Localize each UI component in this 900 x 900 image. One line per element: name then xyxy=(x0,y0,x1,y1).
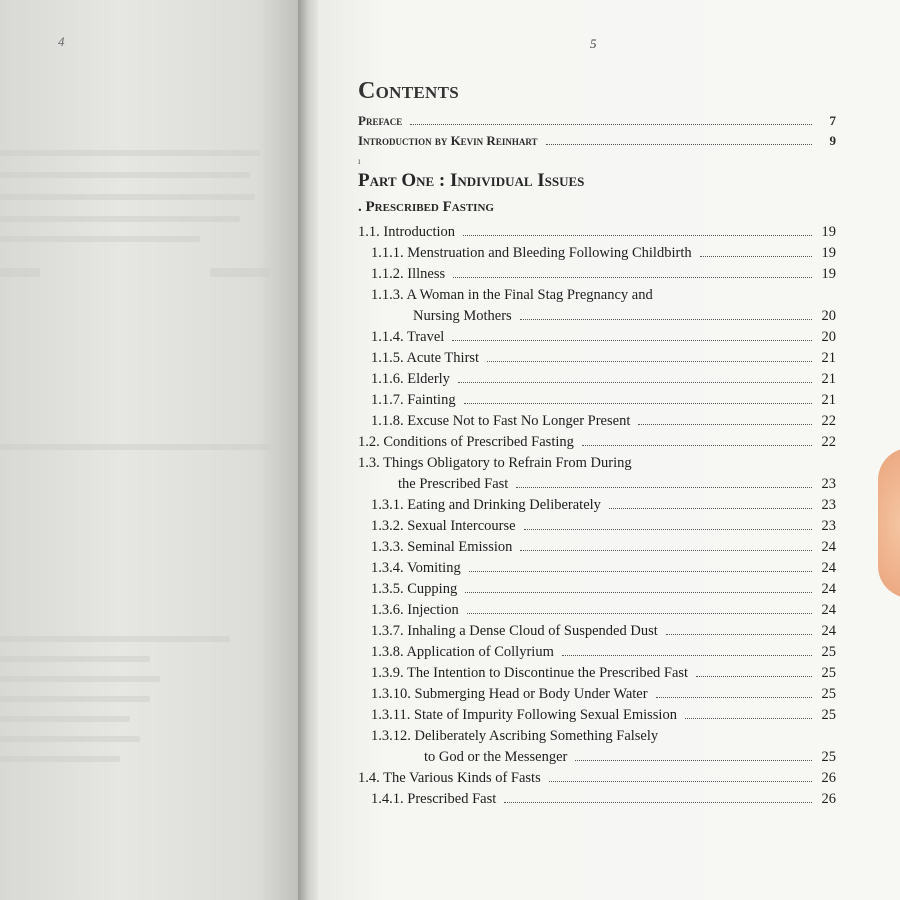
toc-page-number: 24 xyxy=(821,602,836,618)
toc-page-number: 23 xyxy=(821,476,836,492)
toc-entry xyxy=(371,663,836,683)
part-heading: Part One : Individual Issues xyxy=(358,170,585,191)
toc-entry-label: 1.3.3. Seminal Emission xyxy=(371,539,513,555)
toc-page-number: 24 xyxy=(821,581,836,597)
bleed-through-line xyxy=(0,756,120,762)
toc-entry-label: 1.1.2. Illness xyxy=(371,266,446,282)
toc-entry xyxy=(371,243,836,263)
dot-leader xyxy=(463,235,812,236)
toc-page-number: 9 xyxy=(829,133,836,148)
toc-page-number: 20 xyxy=(821,329,836,345)
stray-mark: ı xyxy=(358,156,361,166)
bleed-through-line xyxy=(0,216,240,222)
toc-entry xyxy=(371,684,836,704)
toc-entry-label: 1.3.11. State of Impurity Following Sexual Emission xyxy=(371,707,677,723)
dot-leader xyxy=(685,718,812,719)
toc-entry-continuation: the Prescribed Fast xyxy=(398,476,509,492)
left-page xyxy=(0,0,302,900)
toc-entry xyxy=(371,537,836,557)
toc-entry xyxy=(371,264,836,284)
toc-entry xyxy=(371,369,836,389)
toc-entry-label: Preface xyxy=(358,113,403,128)
bleed-through-line xyxy=(0,268,40,277)
toc-page-number: 21 xyxy=(821,350,836,366)
bleed-through-line xyxy=(0,716,130,722)
dot-leader xyxy=(520,319,812,320)
dot-leader xyxy=(609,508,812,509)
bleed-through-line xyxy=(0,150,260,156)
toc-entry xyxy=(358,222,836,242)
toc-entry xyxy=(371,789,836,809)
bleed-through-line xyxy=(0,236,200,242)
toc-entry xyxy=(371,390,836,410)
toc-page-number: 7 xyxy=(829,113,836,128)
toc-page-number: 23 xyxy=(821,518,836,534)
dot-leader xyxy=(524,529,812,530)
toc-page-number: 25 xyxy=(821,686,836,702)
toc-entry-label: 1.1.5. Acute Thirst xyxy=(371,350,480,366)
dot-leader xyxy=(549,781,812,782)
toc-entry-label: 1.4.1. Prescribed Fast xyxy=(371,791,497,807)
toc-entry-label: Introduction by Kevin Reinhart xyxy=(358,133,538,148)
dot-leader xyxy=(520,550,812,551)
dot-leader xyxy=(575,760,812,761)
left-page-number: 4 xyxy=(58,34,65,49)
toc-page-number: 20 xyxy=(821,308,836,324)
toc-page-number: 25 xyxy=(821,749,836,765)
toc-entry-label: 1.2. Conditions of Prescribed Fasting xyxy=(358,434,574,450)
toc-entry-label: 1.1. Introduction xyxy=(358,224,456,240)
toc-entry-preface xyxy=(358,111,836,131)
dot-leader xyxy=(464,403,812,404)
dot-leader xyxy=(666,634,812,635)
toc-page-number: 22 xyxy=(821,413,836,429)
toc-entry-label: 1.3.12. Deliberately Ascribing Something Falsely xyxy=(371,728,659,744)
bleed-through-line xyxy=(0,676,160,682)
holding-thumb xyxy=(878,448,900,598)
dot-leader xyxy=(700,256,812,257)
toc-entry-introduction xyxy=(358,131,836,151)
toc-entry-label: 1.3.4. Vomiting xyxy=(371,560,461,576)
dot-leader xyxy=(696,676,812,677)
toc-entry-label: 1.3.6. Injection xyxy=(371,602,459,618)
toc-page-number: 24 xyxy=(821,623,836,639)
toc-entry-label: 1.1.4. Travel xyxy=(371,329,445,345)
toc-page-number: 26 xyxy=(821,791,836,807)
dot-leader xyxy=(504,802,812,803)
toc-page-number: 19 xyxy=(821,224,836,240)
bleed-through-line xyxy=(0,696,150,702)
toc-entry-label: 1.3.5. Cupping xyxy=(371,581,458,597)
dot-leader xyxy=(452,340,812,341)
toc-entry-label: 1.3.10. Submerging Head or Body Under Water xyxy=(371,686,648,702)
toc-page-number: 25 xyxy=(821,644,836,660)
toc-entry xyxy=(413,306,836,326)
toc-page-number: 23 xyxy=(821,497,836,513)
toc-page-number: 22 xyxy=(821,434,836,450)
section-heading: . Prescribed Fasting xyxy=(358,199,494,215)
toc-entry xyxy=(358,432,836,452)
toc-page-number: 19 xyxy=(821,266,836,282)
right-page-number: 5 xyxy=(590,36,597,51)
toc-page-number: 25 xyxy=(821,707,836,723)
toc-entry-continuation: Nursing Mothers xyxy=(413,308,512,324)
toc-entry xyxy=(371,516,836,536)
toc-entry-label: 1.1.8. Excuse Not to Fast No Longer Present xyxy=(371,413,631,429)
bleed-through-line xyxy=(0,172,250,178)
toc-entry-label: 1.3.9. The Intention to Discontinue the Prescribed Fast xyxy=(371,665,689,681)
toc-entry xyxy=(371,621,836,641)
toc-entry xyxy=(371,495,836,515)
dot-leader xyxy=(656,697,812,698)
toc-entry-label: 1.3. Things Obligatory to Refrain From During xyxy=(358,455,632,471)
dot-leader xyxy=(546,144,812,145)
toc-entry-label: 1.1.1. Menstruation and Bleeding Following Childbirth xyxy=(371,245,692,261)
toc-entry-label: 1.3.8. Application of Collyrium xyxy=(371,644,554,660)
toc-entry xyxy=(358,768,836,788)
toc-entry xyxy=(371,579,836,599)
bleed-through-line xyxy=(210,268,270,277)
toc-entry xyxy=(398,474,836,494)
toc-entry-label: 1.3.7. Inhaling a Dense Cloud of Suspended Dust xyxy=(371,623,658,639)
toc-page-number: 19 xyxy=(821,245,836,261)
toc-page-number: 21 xyxy=(821,392,836,408)
bleed-through-line xyxy=(0,194,255,200)
dot-leader xyxy=(638,424,812,425)
toc-entry-label: 1.3.1. Eating and Drinking Deliberately xyxy=(371,497,601,513)
right-page xyxy=(318,0,900,900)
toc-entry-continuation: to God or the Messenger xyxy=(424,749,568,765)
dot-leader xyxy=(458,382,812,383)
dot-leader xyxy=(410,124,812,125)
dot-leader xyxy=(582,445,812,446)
dot-leader xyxy=(453,277,812,278)
toc-page-number: 24 xyxy=(821,539,836,555)
toc-entry xyxy=(371,642,836,662)
bleed-through-line xyxy=(0,656,150,662)
contents-title: Contents xyxy=(358,78,459,104)
toc-entry xyxy=(371,705,836,725)
toc-page-number: 25 xyxy=(821,665,836,681)
dot-leader xyxy=(562,655,812,656)
bleed-through-line xyxy=(0,636,230,642)
toc-entry-label: 1.3.2. Sexual Intercourse xyxy=(371,518,516,534)
toc-entry xyxy=(371,327,836,347)
toc-entry xyxy=(371,600,836,620)
toc-entry xyxy=(371,411,836,431)
toc-page-number: 21 xyxy=(821,371,836,387)
toc-page-number: 24 xyxy=(821,560,836,576)
toc-entry-label: 1.1.3. A Woman in the Final Stag Pregnancy and xyxy=(371,287,653,303)
toc-entry-label: 1.4. The Various Kinds of Fasts xyxy=(358,770,541,786)
toc-entry-label: 1.1.7. Fainting xyxy=(371,392,456,408)
dot-leader xyxy=(465,592,812,593)
bleed-through-line xyxy=(0,444,270,450)
dot-leader xyxy=(467,613,812,614)
bleed-through-line xyxy=(0,736,140,742)
toc-entry xyxy=(371,348,836,368)
toc-entry-label: 1.1.6. Elderly xyxy=(371,371,450,387)
dot-leader xyxy=(516,487,812,488)
toc-entry xyxy=(424,747,836,767)
toc-page-number: 26 xyxy=(821,770,836,786)
dot-leader xyxy=(469,571,812,572)
toc-entry xyxy=(371,558,836,578)
dot-leader xyxy=(487,361,812,362)
